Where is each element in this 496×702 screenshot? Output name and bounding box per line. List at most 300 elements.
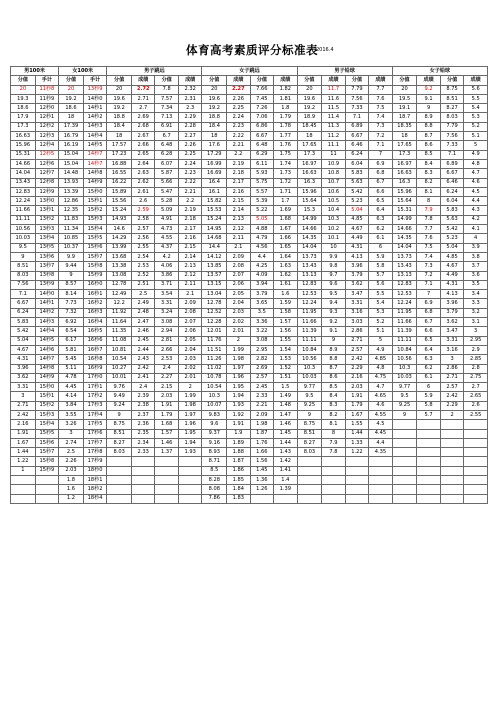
table-cell: 2.26 [59,457,84,466]
table-cell: 3.7 [464,262,488,271]
table-cell [464,420,488,429]
table-cell: 7.8 [155,85,178,94]
table-cell: 9.5 [11,243,36,252]
table-cell: 7.9 [322,438,345,447]
column-header: 成绩 [131,76,154,85]
table-cell: 15秒9 [83,271,107,280]
table-cell: 14秒0 [83,94,107,103]
table-cell: 13.08 [107,271,132,280]
table-cell: 6.46 [345,141,368,150]
table-cell: 2.59 [131,206,154,215]
table-cell [392,438,417,447]
table-row [11,457,488,466]
table-cell: 3 [11,392,36,401]
table-cell [440,466,463,475]
table-cell: 6.48 [155,141,178,150]
table-cell: 14.66 [297,225,322,234]
table-cell: 5.93 [250,169,273,178]
table-row [11,392,488,401]
table-cell [417,466,440,475]
table-cell: 17秒4 [83,410,107,419]
table-cell: 13秒7 [35,262,59,271]
table-cell: 10.3 [392,364,417,373]
table-row [11,243,488,252]
table-cell: 5 [464,141,488,150]
table-cell: 3.03 [345,318,368,327]
table-cell: 13.99 [107,243,132,252]
table-cell: 1.48 [274,401,298,410]
table-cell: 6.24 [345,150,368,159]
table-cell: 11.11 [392,336,417,345]
table-cell: 10.2 [322,225,345,234]
table-cell: 11.7 [322,85,345,94]
table-cell: 2.23 [178,169,202,178]
table-cell: 2.22 [178,178,202,187]
table-cell: 10.4 [322,206,345,215]
table-cell: 11.3 [322,122,345,131]
table-cell: 2.16 [227,187,250,196]
table-cell: 8.9 [322,345,345,354]
table-cell [178,476,202,485]
table-cell: 8.51 [11,262,36,271]
table-row [11,280,488,289]
table-cell [131,457,154,466]
table-cell: 4.3 [464,206,488,215]
table-cell: 1.39 [274,485,298,494]
table-cell: 9 [392,410,417,419]
table-cell: 2.64 [131,159,154,168]
table-cell: 1.41 [274,466,298,475]
table-cell: 2.15 [155,383,178,392]
table-cell: 11.83 [59,215,84,224]
table-cell [464,438,488,447]
table-cell: 14.99 [392,215,417,224]
table-cell: 8.93 [202,448,227,457]
table-cell: 19.5 [392,94,417,103]
table-cell: 17秒3 [83,401,107,410]
column-header: 成绩 [322,76,345,85]
table-cell: 4.55 [369,410,393,419]
table-cell [178,457,202,466]
table-cell: 19.1 [392,104,417,113]
table-cell: 14.66 [11,159,36,168]
table-cell: 8.03 [107,448,132,457]
table-cell: 4.55 [155,234,178,243]
table-cell: 5.81 [59,345,84,354]
table-cell: 2.34 [131,438,154,447]
table-cell: 12.83 [392,280,417,289]
table-cell: 1.2 [59,494,84,503]
table-cell: 3.79 [250,290,273,299]
table-cell: 6.86 [250,122,273,131]
table-cell: 16.22 [107,178,132,187]
table-cell: 12.83 [11,187,36,196]
table-cell: 2.5 [59,448,84,457]
table-cell: 2.2 [227,150,250,159]
table-cell: 15秒2 [83,206,107,215]
column-header: 成绩 [464,76,488,85]
table-cell: 8 [417,197,440,206]
table-cell: 5.45 [59,355,84,364]
table-cell: 1.5 [274,383,298,392]
table-cell: 7.7 [417,225,440,234]
table-cell: 2.54 [131,252,154,261]
table-cell: 6.3 [369,215,393,224]
table-cell: 12秒7 [35,169,59,178]
table-cell: 10.56 [392,355,417,364]
table-cell: 2.27 [227,85,250,94]
table-cell: 7.9 [417,206,440,215]
table-cell: 1.44 [274,438,298,447]
table-cell: 7 [369,150,393,159]
table-cell: 2.45 [250,383,273,392]
table-cell: 12秒2 [35,122,59,131]
table-cell: 14秒2 [83,113,107,122]
table-cell: 2.11 [227,234,250,243]
table-cell: 1.43 [274,448,298,457]
table-cell: 8.9 [417,113,440,122]
table-cell: 6.28 [155,150,178,159]
table-cell: 2.25 [178,150,202,159]
table-cell: 4.25 [250,262,273,271]
table-row [11,410,488,419]
table-cell: 1.67 [11,438,36,447]
table-cell: 17秒2 [83,392,107,401]
table-cell: 1.66 [250,448,273,457]
table-cell: 2.94 [155,327,178,336]
table-cell [131,485,154,494]
table-cell: 1.53 [274,355,298,364]
table-cell: 8.8 [322,355,345,364]
table-row [11,290,488,299]
table-cell: 9.25 [297,401,322,410]
table-cell: 12.24 [11,197,36,206]
table-cell: 6.4 [369,206,393,215]
table-cell: 1.92 [227,410,250,419]
table-cell: 1.76 [250,438,273,447]
table-cell: 1.69 [274,206,298,215]
table-cell: 2.09 [250,410,273,419]
table-cell: 14秒4 [83,132,107,141]
table-cell: 15.3 [297,206,322,215]
score-table [10,66,488,504]
table-cell: 12.52 [202,308,227,317]
table-row [11,252,488,261]
table-cell: 15.31 [11,150,36,159]
table-cell: 13秒9 [35,280,59,289]
table-cell: 1.51 [274,373,298,382]
table-cell: 1.42 [274,457,298,466]
table-cell: 4.5 [369,420,393,429]
table-cell: 16秒1 [83,290,107,299]
table-cell: 9.44 [59,262,84,271]
table-cell: 9.5 [322,290,345,299]
table-cell: 3.79 [440,308,463,317]
table-cell: 3.26 [59,420,84,429]
table-cell: 10.27 [107,364,132,373]
table-cell: 6.8 [417,308,440,317]
table-cell: 9.1 [322,327,345,336]
table-cell: 5.28 [155,197,178,206]
table-cell: 10.1 [322,234,345,243]
table-cell: 11 [322,150,345,159]
table-cell: 2.48 [131,308,154,317]
table-cell: 5.87 [155,169,178,178]
table-cell: 2.71 [440,373,463,382]
table-cell: 3.16 [345,308,368,317]
table-cell: 6.7 [155,132,178,141]
table-cell: 3.96 [440,299,463,308]
table-cell: 11.76 [202,336,227,345]
table-cell: 14秒7 [83,159,107,168]
table-cell: 2.12 [227,225,250,234]
table-cell: 6.07 [155,159,178,168]
table-cell: 13.73 [297,252,322,261]
table-cell: 8.5 [417,150,440,159]
table-cell: 9.76 [107,383,132,392]
table-cell: 3.2 [464,308,488,317]
table-cell [417,438,440,447]
table-cell: 8.3 [417,169,440,178]
table-cell: 2.81 [155,336,178,345]
table-cell: 3.31 [345,299,368,308]
table-cell: 13.04 [202,290,227,299]
table-cell: 1.98 [227,355,250,364]
table-cell: 17.3 [297,150,322,159]
table-cell: 1.64 [274,252,298,261]
table-cell: 4.6 [369,401,393,410]
table-cell: 4.37 [155,243,178,252]
table-cell: 6.24 [440,187,463,196]
table-cell: 1.8 [274,104,298,113]
table-cell [440,420,463,429]
table-row [11,159,488,168]
table-cell [155,457,178,466]
table-cell: 11.51 [202,345,227,354]
table-cell: 2.71 [345,336,368,345]
table-cell: 4 [464,234,488,243]
table-cell: 4.67 [440,262,463,271]
table-cell: 15.96 [11,141,36,150]
table-cell: 15.24 [107,206,132,215]
table-cell: 16秒5 [83,327,107,336]
table-cell: 3.6 [464,271,488,280]
table-cell: 3.79 [345,271,368,280]
table-cell [417,476,440,485]
table-cell: 6.5 [417,336,440,345]
table-cell: 1.63 [274,262,298,271]
table-cell: 1.75 [274,150,298,159]
table-cell: 7.73 [59,299,84,308]
table-cell: 9.5 [392,392,417,401]
table-cell: 1.36 [250,476,273,485]
table-cell: 2.14 [227,206,250,215]
group-header-men-shot-put: 男子铅球 [297,67,392,76]
table-cell: 15秒0 [35,383,59,392]
table-cell: 7.8 [322,448,345,457]
table-cell: 5.6 [464,85,488,94]
table-cell: 2.19 [227,159,250,168]
table-cell [131,494,154,503]
table-cell: 11秒9 [35,94,59,103]
column-header: 手计 [35,76,59,85]
table-cell: 1.98 [178,401,202,410]
table-cell: 15秒3 [83,215,107,224]
table-cell: 1.95 [178,429,202,438]
table-cell: 18.7 [392,113,417,122]
table-cell: 10.54 [107,355,132,364]
table-cell: 2.25 [227,104,250,113]
table-cell: 13秒5 [35,243,59,252]
table-cell: 20 [11,85,36,94]
column-header: 成绩 [274,76,298,85]
table-row [11,225,488,234]
table-cell: 18.8 [202,113,227,122]
table-cell: 7.4 [417,252,440,261]
table-cell: 2.53 [131,262,154,271]
table-cell: 18秒2 [83,485,107,494]
table-cell: 3.86 [155,271,178,280]
table-cell: 2.13 [178,262,202,271]
table-cell [297,466,322,475]
table-cell: 16秒2 [83,299,107,308]
table-cell: 14秒3 [83,122,107,131]
table-cell: 16.88 [107,159,132,168]
table-cell: 4.4 [369,438,393,447]
table-row [11,187,488,196]
table-cell: 7.32 [59,308,84,317]
table-cell: 13.39 [59,187,84,196]
group-header-women-100m: 女100米 [59,67,107,76]
table-cell: 17.6 [202,141,227,150]
table-cell: 2.29 [440,401,463,410]
table-cell: 2.75 [464,373,488,382]
table-cell: 1.22 [11,457,36,466]
table-cell: 6.04 [345,159,368,168]
table-cell: 2.27 [178,132,202,141]
table-cell: 14秒9 [35,373,59,382]
table-cell: 16秒6 [83,336,107,345]
column-header: 分值 [297,76,322,85]
table-cell: 12.53 [297,290,322,299]
table-cell: 4.8 [369,364,393,373]
table-cell: 2.95 [250,345,273,354]
table-cell: 5.5 [369,290,393,299]
table-cell: 7.06 [250,113,273,122]
table-cell: 2.32 [178,85,202,94]
table-cell [155,485,178,494]
table-cell: 4.13 [345,252,368,261]
table-cell: 4.85 [440,252,463,261]
table-cell: 12秒4 [35,141,59,150]
table-cell: 14秒0 [35,290,59,299]
table-cell: 8.28 [202,476,227,485]
table-row [11,215,488,224]
table-cell: 1.93 [178,448,202,457]
table-cell: 5.42 [11,327,36,336]
table-cell: 7.5 [369,104,393,113]
table-cell: 15秒5 [83,234,107,243]
table-cell: 5.23 [440,234,463,243]
table-cell: 14.12 [202,252,227,261]
table-cell: 1.59 [274,299,298,308]
table-cell: 3.36 [250,318,273,327]
table-cell: 4.8 [464,159,488,168]
table-cell: 2.8 [464,364,488,373]
table-cell [369,485,393,494]
table-cell: 5.7 [369,271,393,280]
table-cell: 2.42 [440,392,463,401]
table-cell: 16.63 [392,169,417,178]
table-cell: 4.7 [464,169,488,178]
table-cell: 11.34 [59,225,84,234]
table-cell: 15秒7 [35,448,59,457]
table-cell: 3.08 [250,336,273,345]
table-cell: 12秒3 [35,132,59,141]
table-cell: 4.91 [155,215,178,224]
table-cell: 2 [178,383,202,392]
table-cell: 1.61 [274,280,298,289]
table-cell: 13.15 [202,280,227,289]
table-cell: 2.86 [345,327,368,336]
table-cell: 3 [464,327,488,336]
table-cell: 1.33 [345,438,368,447]
table-cell: 6 [369,243,393,252]
table-cell: 1.52 [274,364,298,373]
table-cell: 2.16 [345,373,368,382]
table-cell: 2.24 [227,113,250,122]
table-cell [35,476,59,485]
table-cell: 10.6 [322,187,345,196]
table-cell [464,485,488,494]
table-cell: 7.56 [11,280,36,289]
table-cell: 2.17 [178,225,202,234]
table-cell: 20 [59,85,84,94]
table-cell: 2.38 [131,401,154,410]
table-cell: 5.7 [417,410,440,419]
table-cell: 5.66 [155,178,178,187]
table-cell: 5.09 [155,206,178,215]
table-cell: 18.35 [392,122,417,131]
table-cell: 3.24 [155,308,178,317]
table-cell: 10.84 [297,345,322,354]
table-cell: 7.4 [369,113,393,122]
table-cell: 15.53 [202,206,227,215]
table-row [11,438,488,447]
table-cell: 8.75 [297,420,322,429]
table-cell [369,466,393,475]
table-cell: 3.71 [155,280,178,289]
table-cell: 1.98 [250,420,273,429]
table-cell: 1.68 [274,215,298,224]
table-cell: 1.8 [59,476,84,485]
table-cell: 14.95 [202,225,227,234]
table-cell: 2.27 [155,373,178,382]
table-cell: 2.04 [178,345,202,354]
table-cell: 4.78 [59,373,84,382]
table-cell: 15秒9 [35,466,59,475]
table-cell: 3.62 [345,280,368,289]
table-cell: 12.53 [392,290,417,299]
table-cell: 15.31 [392,206,417,215]
table-cell: 4.56 [250,243,273,252]
table-cell: 7.56 [345,94,368,103]
table-cell: 1.45 [250,466,273,475]
table-cell: 7.1 [345,113,368,122]
table-cell: 3.84 [59,401,84,410]
table-cell: 2.71 [131,94,154,103]
table-cell: 11.66 [11,206,36,215]
